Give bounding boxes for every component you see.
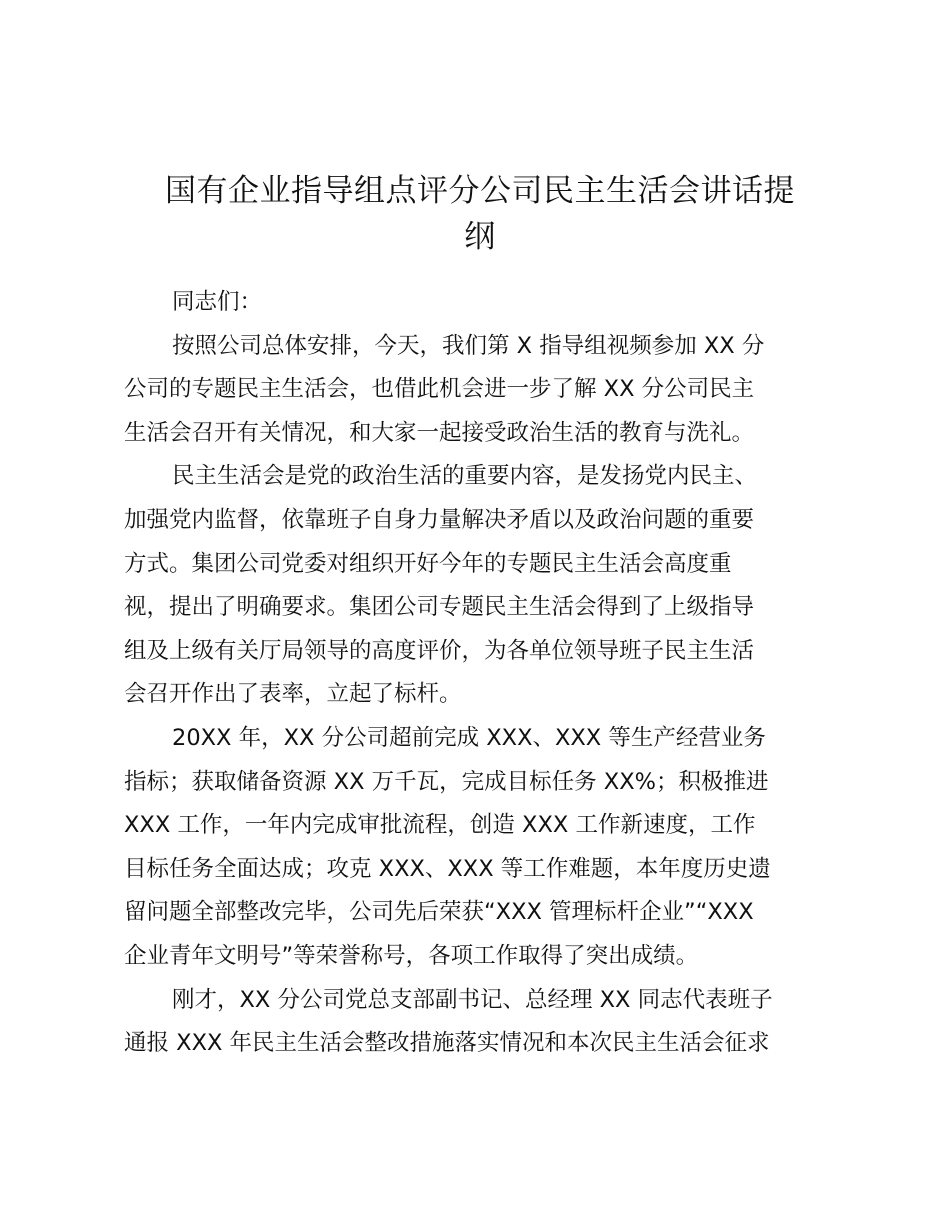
text-line: 加强党内监督，依靠班子自身力量解决矛盾以及政治问题的重要 bbox=[124, 506, 755, 533]
text-line: 企业青年文明号”等荣誉称号，各项工作取得了突出成绩。 bbox=[124, 942, 699, 969]
text-line: 民主生活会是党的政治生活的重要内容，是发扬党内民主、 bbox=[172, 463, 758, 490]
text-line: 生活会召开有关情况，和大家一起接受政治生活的教育与洗礼。 bbox=[124, 419, 755, 446]
text-line: 留问题全部整改完毕，公司先后荣获“XXX 管理标杆企业”“XXX bbox=[124, 899, 754, 926]
text-line: 刚才，XX 分公司党总支部副书记、总经理 XX 同志代表班子 bbox=[172, 986, 773, 1013]
text-line: 目标任务全面达成；攻克 XXX、XXX 等工作难题，本年度历史遗 bbox=[124, 855, 771, 882]
title-line-2: 纲 bbox=[464, 219, 496, 255]
document-body bbox=[124, 281, 836, 1066]
text-line: 按照公司总体安排，今天，我们第 X 指导组视频参加 XX 分 bbox=[172, 332, 765, 359]
text-line: 公司的专题民主生活会，也借此机会进一步了解 XX 分公司民主 bbox=[124, 376, 755, 403]
title-line-1: 国有企业指导组点评分公司民主生活会讲话提 bbox=[165, 173, 795, 209]
text-line: 方式。集团公司党委对组织开好今年的专题民主生活会高度重 bbox=[124, 550, 732, 577]
text-line: 同志们： bbox=[172, 289, 263, 315]
text-line: 通报 XXX 年民主生活会整改措施落实情况和本次民主生活会征求 bbox=[124, 1030, 770, 1057]
text-line: 视，提出了明确要求。集团公司专题民主生活会得到了上级指导 bbox=[124, 594, 755, 621]
text-line: 指标；获取储备资源 XX 万千瓦，完成目标任务 XX%；积极推进 bbox=[124, 768, 769, 795]
text-line: XXX 工作，一年内完成审批流程，创造 XXX 工作新速度，工作 bbox=[124, 812, 756, 839]
text-line: 会召开作出了表率，立起了标杆。 bbox=[124, 681, 462, 708]
document-title bbox=[120, 168, 840, 260]
text-line: 组及上级有关厅局领导的高度评价，为各单位领导班子民主生活 bbox=[124, 637, 755, 664]
text-line: 20XX 年，XX 分公司超前完成 XXX、XXX 等生产经营业务 bbox=[172, 724, 766, 751]
